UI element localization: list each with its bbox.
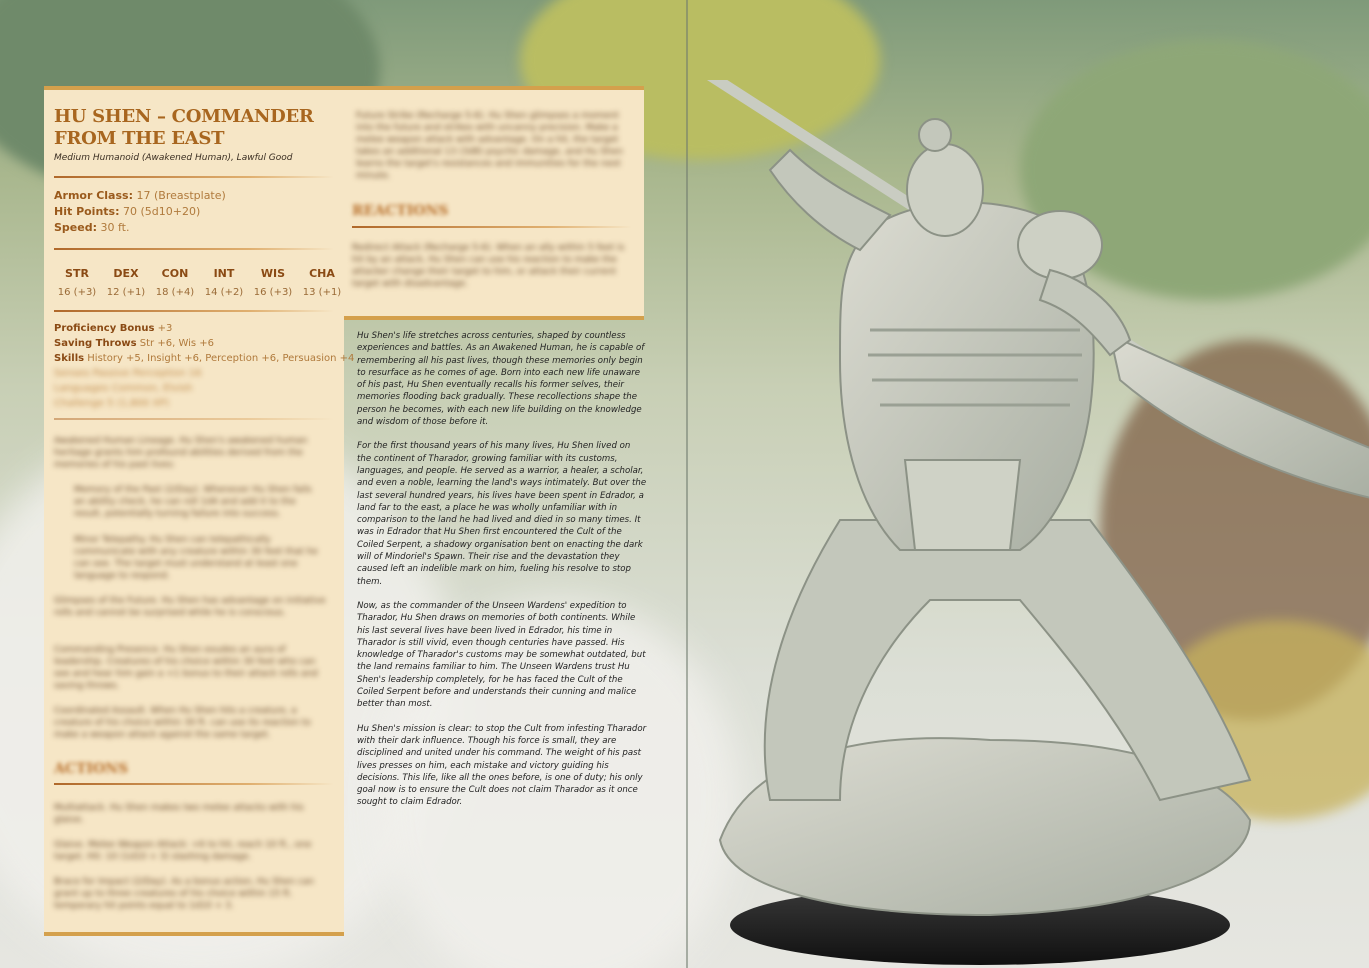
ability-name: DEX	[113, 267, 139, 280]
figure-head	[907, 144, 983, 236]
senses: Senses Passive Perception 16	[54, 368, 202, 379]
divider	[54, 418, 334, 420]
proficiency-bonus	[54, 323, 172, 334]
hit-points-value: 70 (5d10+20)	[123, 205, 201, 218]
trait-memory-of-the-past: Memory of the Past (2/Day). Whenever Hu Shen fails an ability check, he can roll 1d4 and add it to the result, potentially turning failure into success.	[74, 485, 312, 519]
lore-paragraph: Hu Shen's mission is clear: to stop the Cult from infesting Tharador with their dark influence. Though his force is small, they are disciplined and united under his command. The weight of his past lives presses on him, each mistake and victory guiding his decisions. This life, like all the ones before, is one of duty; his only goal now is to ensure the Cult does not claim Tharador as it once sought to claim Edrador.	[357, 723, 647, 808]
ability-value: 18 (+4)	[155, 287, 195, 298]
ability-name: WIS	[260, 267, 286, 280]
armor-class-label: Armor Class:	[54, 189, 133, 202]
glaive-blade	[1110, 335, 1369, 500]
divider	[54, 176, 334, 178]
challenge: Challenge 5 (1,800 XP)	[54, 398, 170, 409]
saving-throws-value: Str +6, Wis +6	[139, 338, 215, 349]
lore-paragraph: Now, as the commander of the Unseen Wardens' expedition to Tharador, Hu Shen draws on memories of both continents. While his last several lives have been lived in Edrador, his time in Tharador is still vivid, even though centuries have passed. His knowledge of Tharador's customs may be somewhat outdated, but the land remains familiar to him. The Unseen Wardens trust Hu Shen's leadership completely, for he has faced the Cult of the Coiled Serpent before and understands their cunning and malice better than most.	[357, 600, 646, 710]
figure-arm	[770, 150, 890, 250]
hit-points	[54, 205, 200, 218]
ability-dex	[103, 267, 149, 298]
action-glaive: Glaive. Melee Weapon Attack: +6 to hit, reach 10 ft., one target. Hit: 10 (1d10 + 3) slashing damage.	[54, 840, 312, 862]
stat-column-left	[44, 86, 355, 936]
ability-str	[54, 267, 100, 298]
divider	[54, 783, 334, 785]
actions-heading: ACTIONS	[54, 761, 129, 777]
miniature-illustration	[690, 80, 1369, 968]
stat-column-right	[344, 86, 644, 320]
armor-class	[54, 189, 226, 202]
divider	[352, 226, 632, 228]
ability-int	[201, 267, 247, 298]
ability-value: 16 (+3)	[253, 287, 293, 298]
creature-name: HU SHEN – COMMANDER FROM THE EAST	[54, 106, 314, 149]
action-brace-for-impact: Brace for Impact (2/Day). As a bonus action, Hu Shen can grant up to three creatures of his choice within 15 ft. temporary hit points equal to 1d10 + 3.	[54, 877, 314, 911]
action-future-strike: Future Strike (Recharge 5-6). Hu Shen glimpses a moment into the future and strikes with uncanny precision. Make a melee weapon attack with advantage. On a hit, the target takes an additional 13 (3d8) psychic damage, and Hu Shen learns the target's resistances and immunities for the next minute.	[356, 111, 623, 181]
trait-commanding-presence: Commanding Presence. Hu Shen exudes an aura of leadership. Creatures of his choice within 30 feet who can see and hear him gain a +1 bonus to their attack rolls and saving throws.	[54, 645, 318, 691]
trait-coordinated-assault: Coordinated Assault. When Hu Shen hits a creature, a creature of his choice within 30 ft. can use its reaction to make a weapon attack against the same target.	[54, 706, 311, 740]
speed	[54, 221, 129, 234]
trait-awakened-lineage: Awakened Human Lineage. Hu Shen's awakened human heritage grants him profound abilities derived from the memories of his past lives:	[54, 436, 308, 470]
trait-minor-telepathy: Minor Telepathy. Hu Shen can telepathically communicate with any creature within 30 feet that he can see. The target must understand at least one language to respond.	[74, 535, 318, 581]
divider	[54, 248, 334, 250]
lore-paragraph: Hu Shen's life stretches across centuries, shaped by countless experiences and battles. As an Awakened Human, he is capable of remembering all his past lives, though these memories only begin to resurface as he comes of age. Born into each new life unaware of his past, Hu Shen eventually recalls his former selves, their memories flooding back gradually. These recollections shape the person he becomes, with each new life building on the knowledge and wisdom of those before it.	[357, 331, 645, 428]
skills-value: History +5, Insight +6, Perception +6, Persuasion +4	[87, 353, 355, 364]
speed-value: 30 ft.	[100, 221, 130, 234]
action-multiattack: Multiattack. Hu Shen makes two melee attacks with his glaive.	[54, 803, 304, 825]
ability-value: 14 (+2)	[204, 287, 244, 298]
speed-label: Speed:	[54, 221, 97, 234]
ability-name: STR	[65, 267, 89, 280]
ability-value: 12 (+1)	[106, 287, 146, 298]
saving-throws	[54, 338, 214, 349]
lore-paragraph: For the first thousand years of his many lives, Hu Shen lived on the continent of Tharador, growing familiar with its customs, languages, and people. He served as a warrior, a healer, a scholar, and even a noble, learning the land's ways intimately. But over the last several hundred years, his lives have been spent in Edrador, a land far to the east, a place he was wholly unfamiliar with in comparison to the land he had lived and died in so many times. It was in Edrador that Hu Shen first encountered the Cult of the Coiled Serpent, a shadowy organisation bent on enacting the dark will of Mindoriel's Spawn. Their rise and the devastation they caused left an indelible mark on him, fueling his resolve to stop them.	[357, 441, 647, 587]
saving-throws-label: Saving Throws	[54, 338, 137, 349]
shoulder-pauldron	[1018, 211, 1102, 279]
top-knot	[919, 119, 951, 151]
ability-wis	[250, 267, 296, 298]
reaction-redirect-attack: Redirect Attack (Recharge 5-6). When an ally within 5 feet is hit by an attack, Hu Shen can use his reaction to make the attacker change their target to him, or attack their current target with disadvantage.	[352, 243, 625, 289]
hit-points-label: Hit Points:	[54, 205, 120, 218]
ability-value: 13 (+1)	[302, 287, 342, 298]
trait-glimpses-of-future: Glimpses of the Future. Hu Shen has advantage on initiative rolls and cannot be surprised while he is conscious.	[54, 596, 326, 618]
proficiency-value: +3	[157, 323, 173, 334]
proficiency-label: Proficiency Bonus	[54, 323, 155, 334]
ability-value: 16 (+3)	[57, 287, 97, 298]
reactions-heading: REACTIONS	[352, 203, 449, 219]
ability-name: CON	[161, 267, 189, 280]
figure-tabard	[905, 460, 1020, 550]
divider	[54, 310, 334, 312]
skills	[54, 353, 354, 364]
lore-text	[357, 330, 647, 821]
ability-cha	[299, 267, 345, 298]
page-gutter	[686, 0, 688, 968]
ability-name: INT	[213, 267, 235, 280]
languages: Languages Common, Elvish	[54, 383, 193, 394]
ability-name: CHA	[309, 267, 335, 280]
ability-con	[152, 267, 198, 298]
armor-class-value: 17 (Breastplate)	[136, 189, 226, 202]
creature-type: Medium Humanoid (Awakened Human), Lawful Good	[54, 153, 293, 163]
skills-label: Skills	[54, 353, 85, 364]
